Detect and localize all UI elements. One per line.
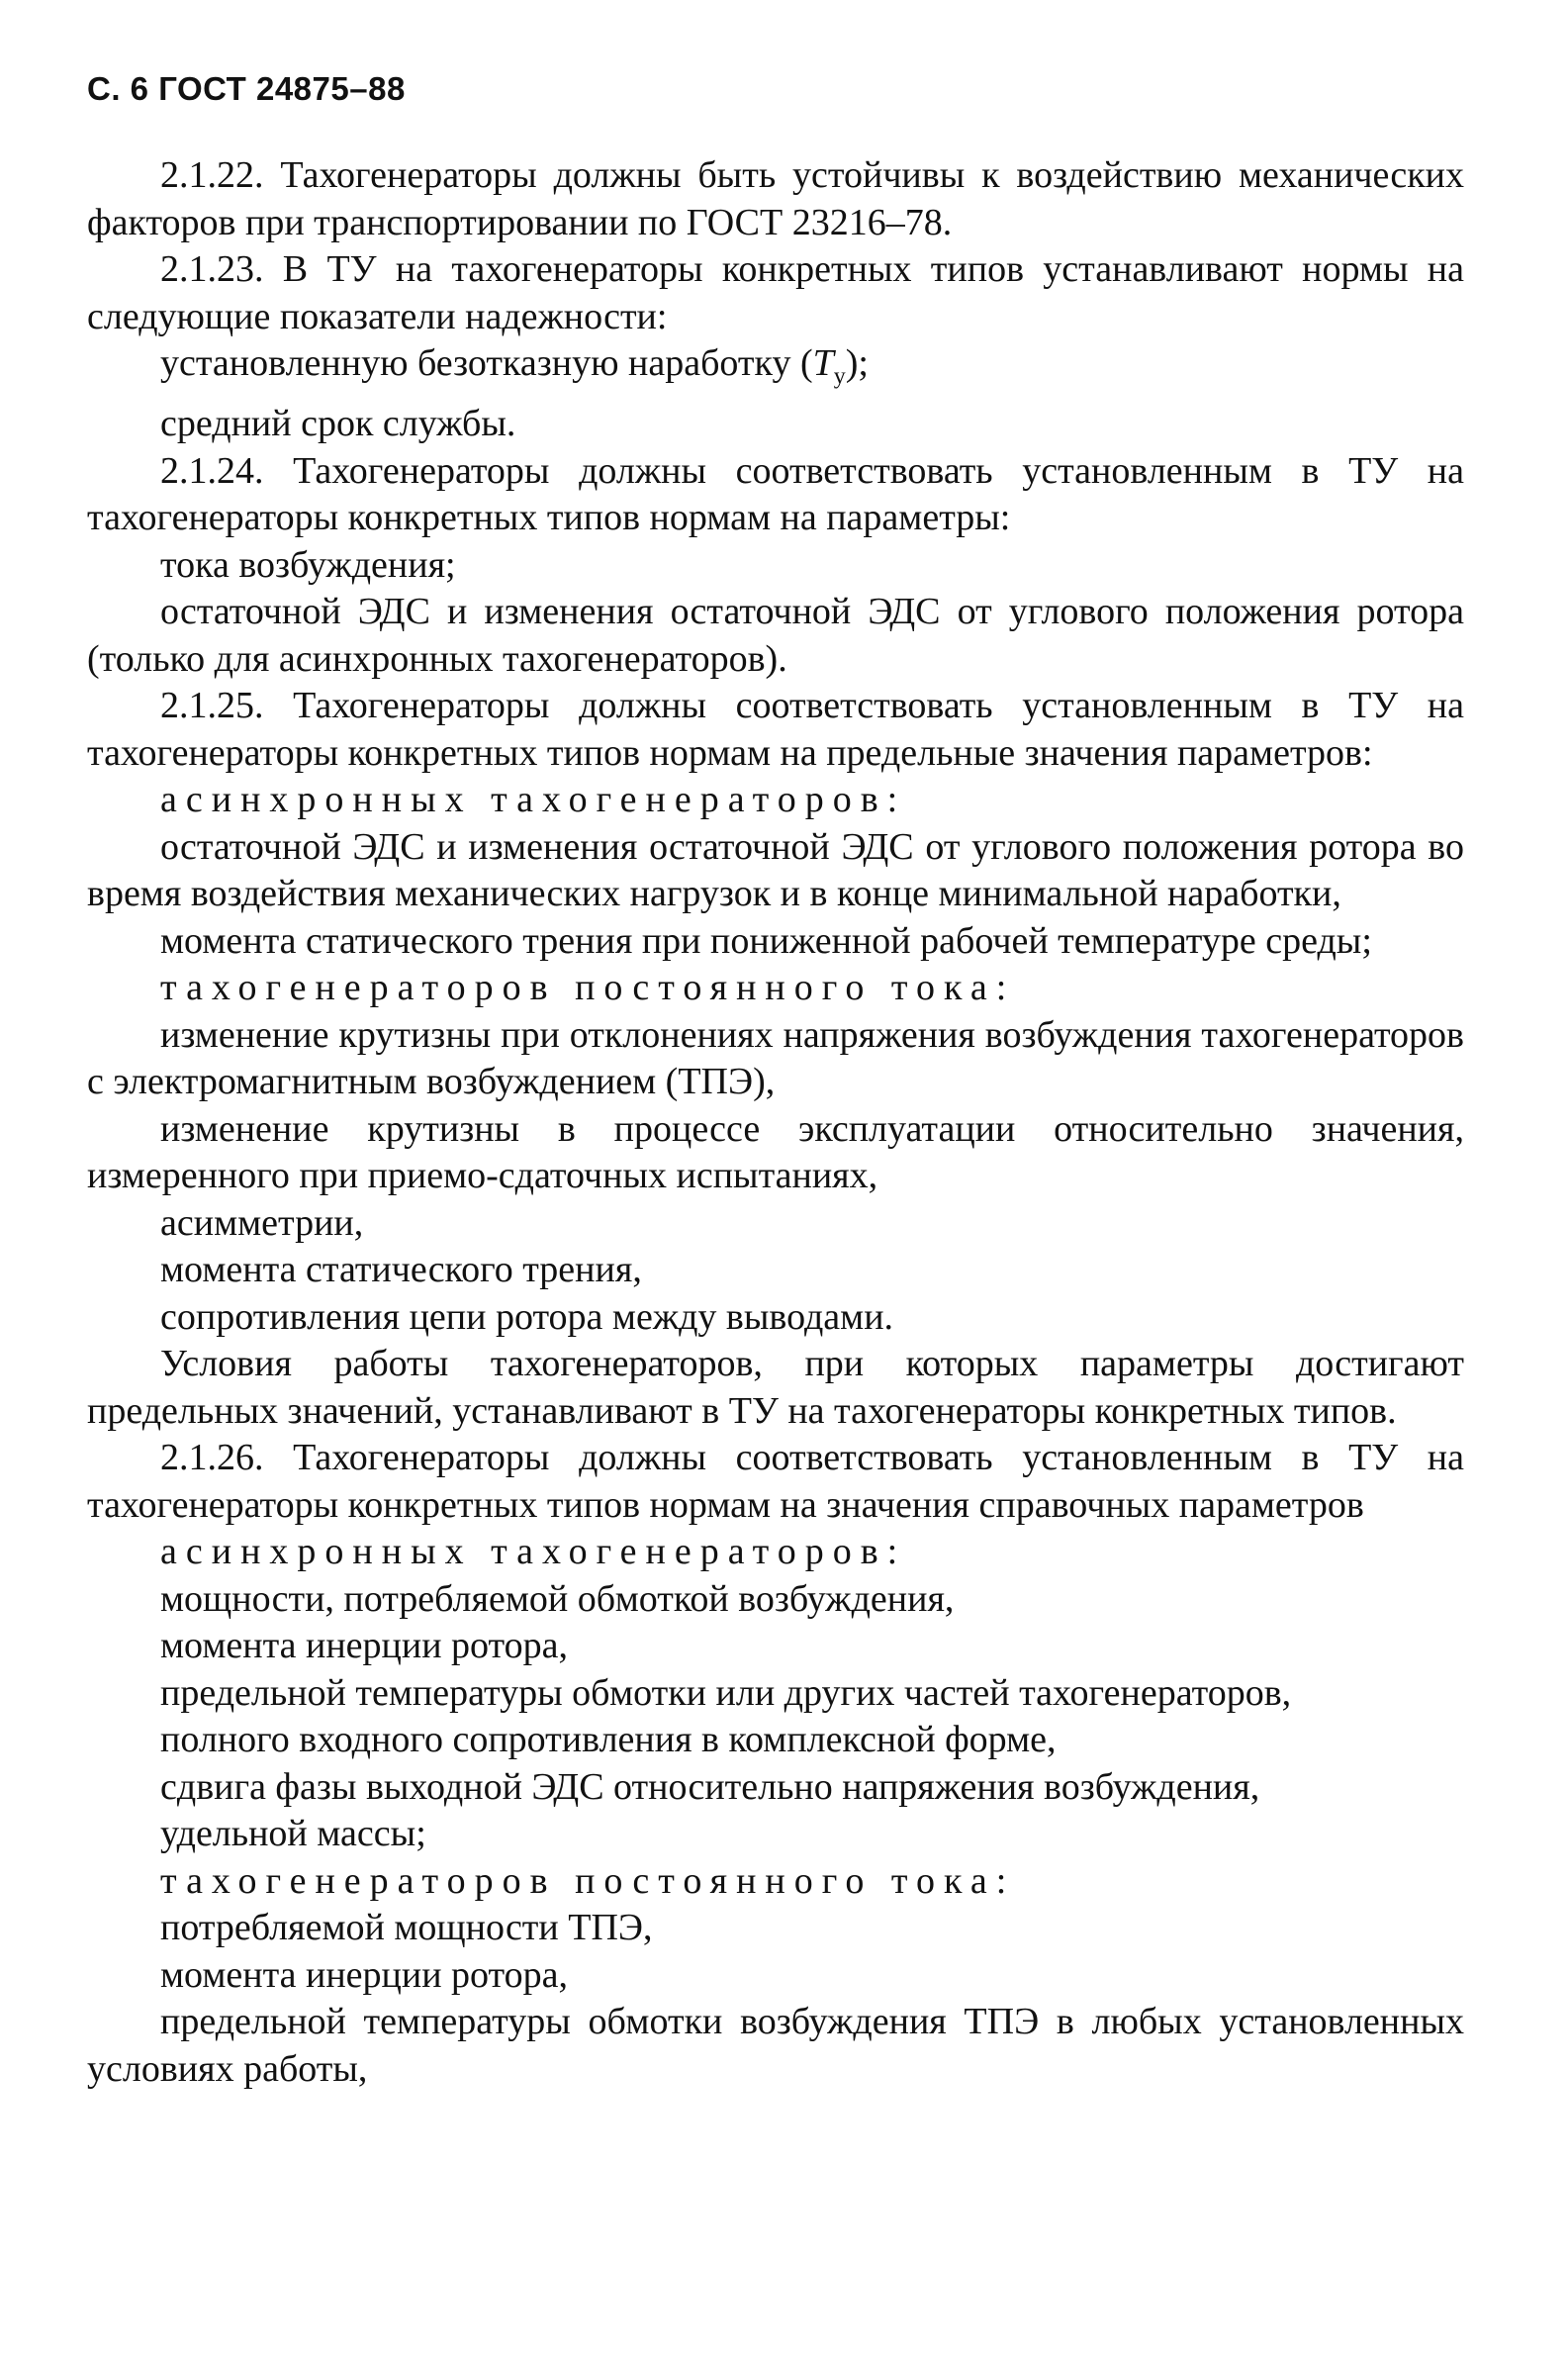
- symbol-subscript: у: [833, 363, 846, 390]
- list-item: остаточной ЭДС и изменения остаточной ЭДС от углового положения ротора (только для асинхронных тахогенераторов).: [87, 591, 1464, 680]
- list-item: момента инерции ротора,: [160, 1625, 569, 1667]
- list-item: момента инерции ротора,: [160, 1953, 569, 1996]
- list-item: изменение крутизны в процессе эксплуатации относительно значения, измеренного при приемо-сдаточных испытаниях,: [87, 1107, 1464, 1197]
- subsection-heading: асинхронных тахогенераторов:: [160, 1531, 907, 1573]
- list-item: сопротивления цепи ротора между выводами.: [160, 1295, 894, 1338]
- list-item-suffix: );: [845, 342, 869, 384]
- subsection-heading: тахогенераторов постоянного тока:: [160, 967, 1016, 1009]
- paragraph-2-1-22: 2.1.22. Тахогенераторы должны быть устойчивы к воздействию механических факторов при транспортировании по ГОСТ 23216–78.: [87, 154, 1464, 243]
- list-item: полного входного сопротивления в комплексной форме,: [160, 1719, 1057, 1761]
- list-item: предельной температуры обмотки возбуждения ТПЭ в любых установленных условиях работы,: [87, 2001, 1464, 2090]
- list-item: средний срок службы.: [160, 403, 516, 445]
- symbol-t: T: [812, 342, 834, 384]
- list-item-text: установленную безотказную наработку (: [160, 342, 813, 384]
- subsection-heading: асинхронных тахогенераторов:: [160, 779, 907, 821]
- document-page: [87, 69, 1464, 2093]
- subsection-heading: тахогенераторов постоянного тока:: [160, 1859, 1016, 1902]
- paragraph-conditions: Условия работы тахогенераторов, при которых параметры достигают предельных значений, устанавливают в ТУ на тахогенераторы конкретных типов.: [87, 1343, 1464, 1432]
- list-item: момента статического трения при пониженной рабочей температуре среды;: [160, 919, 1372, 962]
- list-item: асимметрии,: [160, 1201, 364, 1244]
- list-item: предельной температуры обмотки или других частей тахогенераторов,: [160, 1671, 1292, 1714]
- paragraph-2-1-24: 2.1.24. Тахогенераторы должны соответствовать установленным в ТУ на тахогенераторы конкретных типов нормам на параметры:: [87, 449, 1464, 539]
- list-item: момента статического трения,: [160, 1249, 642, 1291]
- list-item: потребляемой мощности ТПЭ,: [160, 1907, 653, 1949]
- paragraph-2-1-26: 2.1.26. Тахогенераторы должны соответствовать установленным в ТУ на тахогенераторы конкретных типов нормам на значения справочных параметров: [87, 1437, 1464, 1526]
- list-item: удельной массы;: [160, 1813, 426, 1855]
- paragraph-2-1-25: 2.1.25. Тахогенераторы должны соответствовать установленным в ТУ на тахогенераторы конкретных типов нормам на предельные значения параметров:: [87, 685, 1464, 774]
- document-body: [87, 152, 1464, 2093]
- list-item: мощности, потребляемой обмоткой возбуждения,: [160, 1577, 955, 1620]
- list-item: тока возбуждения;: [160, 543, 456, 586]
- list-item: изменение крутизны при отклонениях напряжения возбуждения тахогенераторов с электромагнитным возбуждением (ТПЭ),: [87, 1013, 1464, 1103]
- list-item: остаточной ЭДС и изменения остаточной ЭДС от углового положения ротора во время воздействия механических нагрузок и в конце минимальной наработки,: [87, 825, 1464, 915]
- paragraph-2-1-23: 2.1.23. В ТУ на тахогенераторы конкретных типов устанавливают нормы на следующие показатели надежности:: [87, 248, 1464, 337]
- list-item: [87, 340, 1464, 401]
- list-item: сдвига фазы выходной ЭДС относительно напряжения возбуждения,: [160, 1765, 1260, 1808]
- page-header: С. 6 ГОСТ 24875–88: [87, 70, 406, 107]
